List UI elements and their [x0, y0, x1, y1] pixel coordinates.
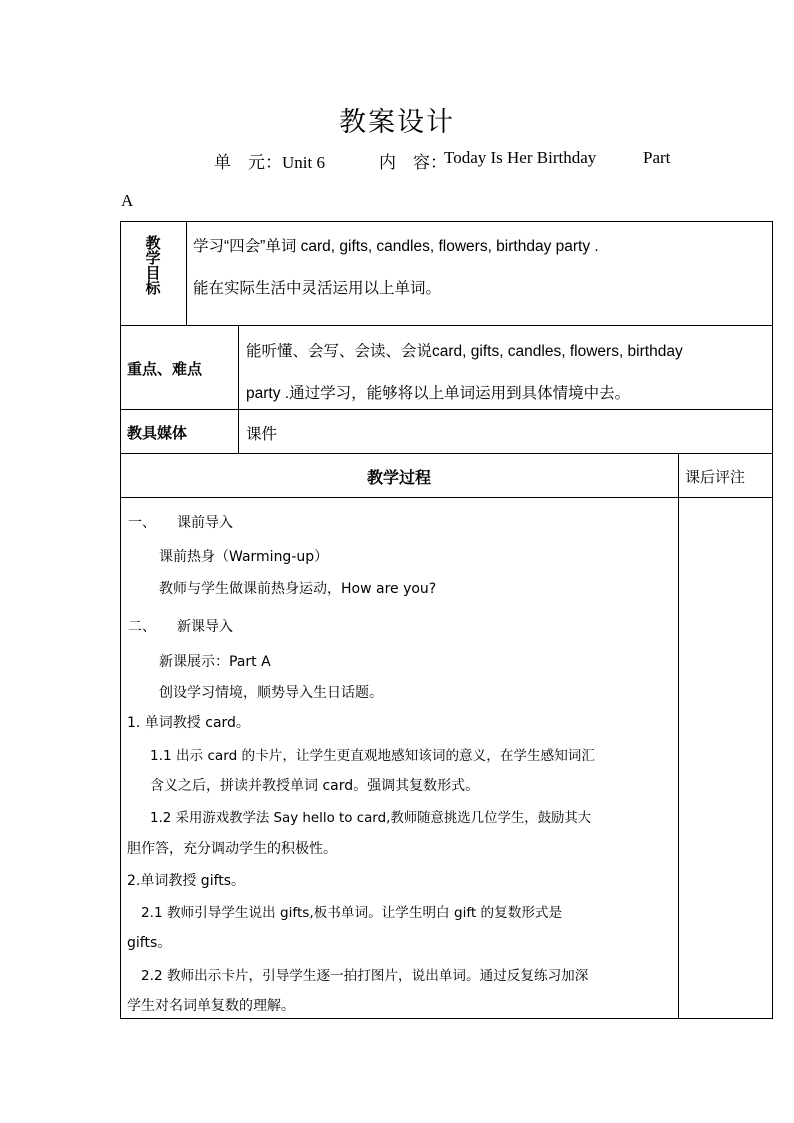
goals-label — [140, 236, 166, 296]
keypoints-line-2: party .通过学习，能够将以上单词运用到具体情境中去。 — [246, 385, 631, 402]
comment-header: 课后评注 — [685, 468, 746, 486]
process-line: 1.2 采用游戏教学法 Say hello to card,教师随意挑选几位学生，鼓励其大 — [150, 811, 592, 826]
goals-line-2: 能在实际生活中灵活运用以上单词。 — [193, 280, 442, 297]
process-line: 二、 新课导入 — [128, 619, 233, 635]
col-divider — [678, 453, 679, 1019]
content-label: 内 容： — [379, 153, 447, 172]
content-value: Today Is Her Birthday — [444, 148, 597, 167]
process-line: 1. 单词教授 card。 — [127, 715, 250, 731]
header-line — [214, 148, 671, 173]
row-divider — [120, 453, 773, 454]
row-divider — [120, 409, 773, 410]
process-line: 创设学习情境，顺势导入生日话题。 — [159, 685, 383, 701]
keypoints-label: 重点、难点 — [127, 360, 203, 378]
process-line: 含义之后，拼读并教授单词 card。强调其复数形式。 — [150, 778, 480, 794]
process-line: 教师与学生做课前热身运动，How are you? — [159, 581, 437, 597]
process-line: 1.1 出示 card 的卡片，让学生更直观地感知该词的意义，在学生感知词汇 — [150, 748, 595, 764]
process-line: 2.单词教授 gifts。 — [127, 873, 246, 889]
goals-label-char: 标 — [145, 279, 161, 297]
unit-value: Unit 6 — [282, 153, 325, 172]
col-divider — [186, 221, 187, 325]
media-value: 课件 — [246, 426, 278, 443]
process-line: 2.2 教师出示卡片，引导学生逐一拍打图片，说出单词。通过反复练习加深 — [141, 968, 589, 984]
unit-label: 单 元： — [214, 153, 282, 172]
keypoints-line-1: 能听懂、会写、会读、会说card, gifts, candles, flowers, birthday — [246, 343, 683, 360]
media-label: 教具媒体 — [127, 424, 188, 442]
process-line: 课前热身（Warming-up） — [159, 549, 329, 565]
col-divider — [238, 325, 239, 453]
process-line: 一、 课前导入 — [128, 515, 233, 531]
goals-label-char: 学 — [145, 249, 161, 267]
process-line: gifts。 — [127, 935, 172, 951]
process-line: 学生对名词单复数的理解。 — [127, 998, 295, 1014]
page-title: 教案设计 — [339, 107, 455, 138]
process-line: 新课展示：Part A — [159, 654, 271, 670]
row-divider — [120, 497, 773, 498]
row-divider — [120, 325, 773, 326]
process-header: 教学过程 — [366, 468, 431, 487]
part-word: Part — [643, 148, 671, 167]
process-line: 2.1 教师引导学生说出 gifts,板书单词。让学生明白 gift 的复数形式是 — [141, 905, 563, 921]
goals-line-1: 学习“四会”单词 card, gifts, candles, flowers, birthday party . — [193, 238, 599, 255]
part-letter: A — [121, 191, 134, 210]
goals-label-char: 教 — [145, 234, 161, 252]
process-line: 胆作答，充分调动学生的积极性。 — [127, 841, 337, 857]
goals-label-char: 目 — [145, 264, 161, 282]
